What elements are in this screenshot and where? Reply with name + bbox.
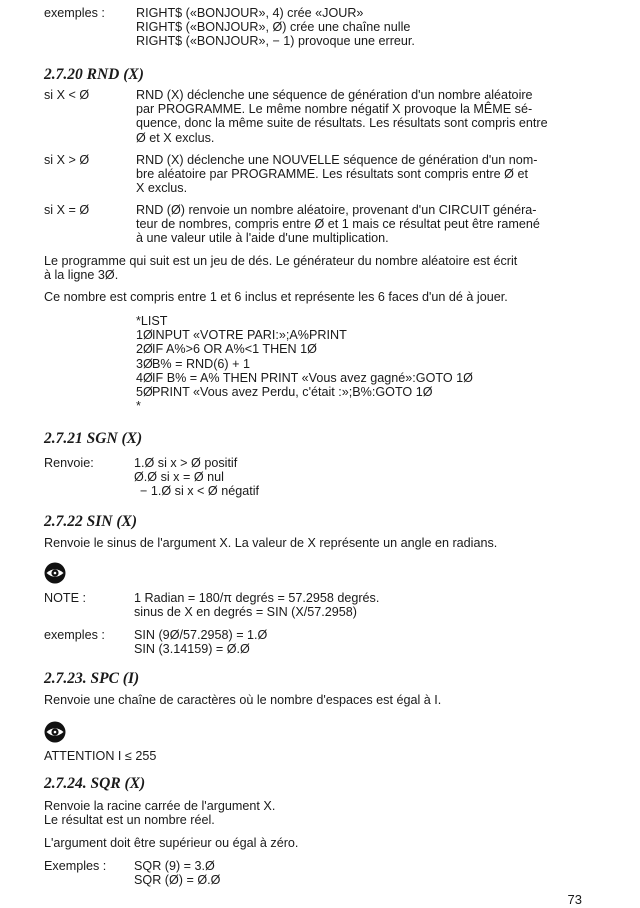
note-label: NOTE : [44,591,86,605]
text-line: SQR (Ø) = Ø.Ø [134,873,221,888]
case-label: si X < Ø [44,88,90,102]
program-listing [136,314,473,413]
code-line [136,357,473,371]
text-line: à une valeur utile à l'aide d'une multiplication. [136,231,389,246]
text-line: 1 Radian = 180/π degrés = 57.2958 degrés. [134,591,380,605]
section-heading-sin: 2.7.22 SIN (X) [44,513,138,530]
text-line: à la ligne 3Ø. [44,268,119,283]
text-line: Ø.Ø si x = Ø nul [134,470,224,485]
sin-example-lines [134,628,604,656]
text-line: 1.Ø si x > Ø positif [134,456,238,470]
code-line [136,342,473,356]
text-line: Le programme qui suit est un jeu de dés. Le générateur du nombre aléatoire est écrit [44,254,518,268]
spc-description [44,693,604,707]
text-line: RND (Ø) renvoie un nombre aléatoire, provenant d'un CIRCUIT généra- [136,203,537,217]
spc-attention [44,749,604,763]
line-number: 2Ø [136,342,153,357]
text-line: par PROGRAMME. Le même nombre négatif X provoque la MÊME sé- [136,102,533,117]
code-text: INPUT «VOTRE PARI:»;A%PRINT [152,328,347,343]
example-line: RIGHT$ («BONJOUR», 4) crée «JOUR» [136,6,364,20]
text-line: SIN (9Ø/57.2958) = 1.Ø [134,628,268,642]
code-line [136,371,473,385]
text-line: X exclus. [136,181,188,196]
eye-icon [44,721,66,743]
code-text: IF B% = A% THEN PRINT «Vous avez gagné»:GOTO 1Ø [152,370,473,385]
code-text: PRINT «Vous avez Perdu, c'était :»;B%:GOTO 1Ø [152,385,433,400]
note-lines [134,591,604,619]
text-line: Renvoie le sinus de l'argument X. La valeur de X représente un angle en radians. [44,536,498,550]
sqr-example-lines [134,859,604,887]
text-line: SIN (3.14159) = Ø.Ø [134,642,250,657]
text-line: bre aléatoire par PROGRAMME. Les résultats sont compris entre Ø et [136,167,528,182]
sin-description [44,536,604,550]
examples-label: Exemples : [44,859,107,873]
eye-icon [44,562,66,584]
text-line: Ce nombre est compris entre 1 et 6 inclus et représente les 6 faces d'un dé à jouer. [44,290,508,304]
sqr-description [44,799,604,827]
listing-header: *LIST [136,314,168,328]
text-line: RND (X) déclenche une séquence de génération d'un nombre aléatoire [136,88,533,102]
case-text [136,153,604,196]
examples-lines [136,6,604,49]
sqr-argument-note [44,836,604,850]
example-line: RIGHT$ («BONJOUR», Ø) crée une chaîne nulle [136,20,411,35]
case-text [136,203,604,246]
case-text [136,88,604,145]
text-line: Le résultat est un nombre réel. [44,813,215,828]
example-line: RIGHT$ («BONJOUR», − 1) provoque une erreur. [136,34,415,49]
page-number: 73 [567,892,582,907]
section-heading-rnd: 2.7.20 RND (X) [44,66,144,83]
code-line [136,385,473,399]
returns-label: Renvoie: [44,456,94,470]
text-line: Ø et X exclus. [136,130,215,145]
code-line [136,328,473,342]
text-line: RND (X) déclenche une NOUVELLE séquence de génération d'un nom- [136,153,538,167]
text-line: Renvoie une chaîne de caractères où le nombre d'espaces est égal à I. [44,693,442,707]
code-text: B% = RND(6) + 1 [152,356,250,371]
line-number: 3Ø [136,356,153,371]
line-number: 5Ø [136,385,153,400]
section-heading-sqr: 2.7.24. SQR (X) [44,775,146,792]
sgn-lines [134,456,604,499]
section-heading-spc: 2.7.23. SPC (I) [44,670,140,687]
examples-label: exemples : [44,628,105,642]
rnd-range-note [44,290,604,304]
listing-end: * [136,399,141,414]
text-line: ATTENTION I ≤ 255 [44,749,157,763]
line-number: 1Ø [136,328,153,343]
section-heading-sgn: 2.7.21 SGN (X) [44,430,143,447]
text-line: SQR (9) = 3.Ø [134,859,215,873]
text-line: quence, donc la même suite de résultats. Les résultats sont compris entre [136,116,548,131]
text-line: − 1.Ø si x < Ø négatif [140,484,260,499]
text-line: sinus de X en degrés = SIN (X/57.2958) [134,605,357,620]
text-line: L'argument doit être supérieur ou égal à zéro. [44,836,299,850]
examples-label: exemples : [44,6,105,20]
rnd-program-intro [44,254,604,282]
case-label: si X > Ø [44,153,90,167]
text-line: teur de nombres, compris entre Ø et 1 mais ce résultat peut être ramené [136,217,540,232]
code-text: IF A%>6 OR A%<1 THEN 1Ø [152,342,317,357]
text-line: Renvoie la racine carrée de l'argument X. [44,799,276,813]
case-label: si X = Ø [44,203,90,217]
line-number: 4Ø [136,370,153,385]
